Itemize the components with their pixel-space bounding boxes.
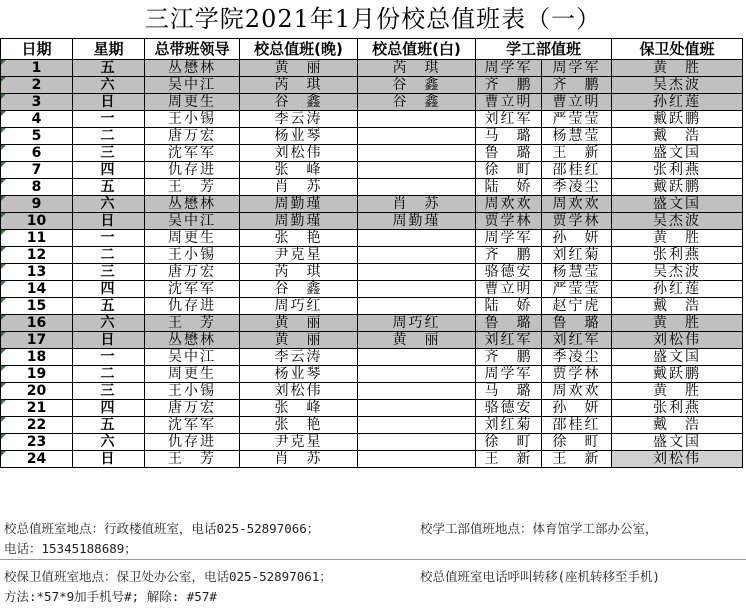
cell-student-affairs-2: 王 新 [542, 145, 612, 162]
cell-weekday: 六 [73, 77, 145, 94]
cell-student-affairs-2: 孙 妍 [542, 230, 612, 247]
cell-night-duty: 李云涛 [240, 111, 358, 128]
table-row [1, 196, 743, 213]
cell-date: 17 [1, 332, 73, 349]
table-header-row [1, 39, 743, 60]
cell-student-affairs-2: 王 新 [542, 451, 612, 468]
table-row [1, 298, 743, 315]
notes-divider [0, 559, 746, 560]
cell-student-affairs-2: 曹立明 [542, 94, 612, 111]
cell-date: 9 [1, 196, 73, 213]
cell-leader: 仇存进 [145, 434, 240, 451]
cell-day-duty: 谷 鑫 [358, 77, 476, 94]
cell-student-affairs-2: 季凌尘 [542, 349, 612, 366]
cell-student-affairs-2: 赵宁虎 [542, 298, 612, 315]
cell-night-duty: 张 艳 [240, 417, 358, 434]
cell-student-affairs-2: 严莹莹 [542, 281, 612, 298]
cell-date: 18 [1, 349, 73, 366]
cell-night-duty: 张 艳 [240, 230, 358, 247]
cell-weekday: 四 [73, 400, 145, 417]
table-row [1, 179, 743, 196]
table-row [1, 400, 743, 417]
cell-date: 4 [1, 111, 73, 128]
cell-student-affairs-2: 刘红菊 [542, 247, 612, 264]
cell-night-duty: 刘松伟 [240, 383, 358, 400]
cell-weekday: 二 [73, 128, 145, 145]
page-title: 三江学院2021年1月份校总值班表（一） [144, 5, 602, 33]
cell-leader: 仇存进 [145, 298, 240, 315]
cell-weekday: 日 [73, 332, 145, 349]
table-row [1, 366, 743, 383]
cell-leader: 仇存进 [145, 162, 240, 179]
cell-night-duty: 肖 苏 [240, 179, 358, 196]
table-row [1, 77, 743, 94]
cell-security: 盛文国 [612, 196, 743, 213]
cell-student-affairs-1: 马 璐 [476, 383, 542, 400]
cell-leader: 王小锡 [145, 383, 240, 400]
cell-security: 吴杰波 [612, 213, 743, 230]
cell-student-affairs-2: 鲁 璐 [542, 315, 612, 332]
cell-student-affairs-2: 孙 妍 [542, 400, 612, 417]
cell-security: 张利燕 [612, 162, 743, 179]
cell-leader: 丛懋林 [145, 60, 240, 77]
cell-day-duty: 谷 鑫 [358, 94, 476, 111]
cell-night-duty: 李云涛 [240, 349, 358, 366]
cell-leader: 沈军军 [145, 281, 240, 298]
cell-night-duty: 黄 丽 [240, 315, 358, 332]
cell-student-affairs-1: 刘红菊 [476, 417, 542, 434]
cell-student-affairs-2: 杨慧莹 [542, 128, 612, 145]
cell-security: 张利燕 [612, 247, 743, 264]
cell-weekday: 六 [73, 315, 145, 332]
cell-night-duty: 尹克星 [240, 434, 358, 451]
cell-day-duty [358, 162, 476, 179]
cell-date: 20 [1, 383, 73, 400]
cell-student-affairs-1: 王 新 [476, 451, 542, 468]
cell-leader: 王小锡 [145, 247, 240, 264]
header-student-affairs: 学工部值班 [476, 39, 612, 60]
cell-leader: 沈军军 [145, 145, 240, 162]
cell-leader: 吴中江 [145, 213, 240, 230]
table-row [1, 264, 743, 281]
header-day-duty: 校总值班(白) [358, 39, 476, 60]
cell-weekday: 三 [73, 264, 145, 281]
cell-leader: 唐万宏 [145, 128, 240, 145]
note-student-affairs-office: 校学工部值班地点：体育馆学工部办公室， [420, 521, 658, 536]
cell-student-affairs-1: 骆德安 [476, 264, 542, 281]
cell-weekday: 五 [73, 60, 145, 77]
cell-student-affairs-1: 徐 町 [476, 162, 542, 179]
cell-weekday: 一 [73, 349, 145, 366]
cell-night-duty: 杨业琴 [240, 128, 358, 145]
cell-day-duty [358, 434, 476, 451]
cell-day-duty: 周巧红 [358, 315, 476, 332]
table-row [1, 111, 743, 128]
cell-student-affairs-1: 陆 娇 [476, 298, 542, 315]
cell-day-duty [358, 298, 476, 315]
cell-security: 盛文国 [612, 349, 743, 366]
cell-student-affairs-1: 周学军 [476, 366, 542, 383]
cell-day-duty [358, 451, 476, 468]
table-row [1, 281, 743, 298]
cell-security: 戴跃鹏 [612, 111, 743, 128]
duty-table [0, 38, 743, 468]
note-forwarding-method: 方法:*57*9加手机号#; 解除: #57# [4, 589, 217, 604]
cell-student-affairs-1: 曹立明 [476, 94, 542, 111]
cell-security: 盛文国 [612, 145, 743, 162]
cell-night-duty: 肖 苏 [240, 451, 358, 468]
table-body [1, 60, 743, 468]
cell-day-duty: 肖 苏 [358, 196, 476, 213]
cell-security: 戴 浩 [612, 417, 743, 434]
cell-night-duty: 周巧红 [240, 298, 358, 315]
cell-weekday: 二 [73, 366, 145, 383]
cell-leader: 王 芳 [145, 451, 240, 468]
cell-security: 黄 胜 [612, 60, 743, 77]
cell-night-duty: 杨业琴 [240, 366, 358, 383]
cell-student-affairs-2: 周欢欢 [542, 196, 612, 213]
cell-security: 吴杰波 [612, 264, 743, 281]
cell-student-affairs-1: 周学军 [476, 230, 542, 247]
cell-student-affairs-1: 周欢欢 [476, 196, 542, 213]
cell-day-duty [358, 281, 476, 298]
cell-weekday: 六 [73, 196, 145, 213]
cell-day-duty [358, 417, 476, 434]
cell-leader: 吴中江 [145, 77, 240, 94]
cell-date: 8 [1, 179, 73, 196]
cell-date: 23 [1, 434, 73, 451]
cell-day-duty: 周勤瑾 [358, 213, 476, 230]
cell-date: 3 [1, 94, 73, 111]
cell-night-duty: 刘松伟 [240, 145, 358, 162]
cell-night-duty: 张 峰 [240, 162, 358, 179]
cell-student-affairs-2: 邵桂红 [542, 417, 612, 434]
cell-student-affairs-1: 徐 町 [476, 434, 542, 451]
table-row [1, 162, 743, 179]
cell-security: 戴跃鹏 [612, 179, 743, 196]
cell-weekday: 三 [73, 145, 145, 162]
note-security-office: 校保卫值班室地点：保卫处办公室，电话025-52897061； [4, 569, 332, 584]
cell-student-affairs-1: 齐 鹏 [476, 349, 542, 366]
cell-day-duty [358, 230, 476, 247]
cell-student-affairs-1: 鲁 璐 [476, 315, 542, 332]
cell-day-duty: 芮 琪 [358, 60, 476, 77]
cell-student-affairs-2: 刘红军 [542, 332, 612, 349]
cell-student-affairs-1: 鲁 璐 [476, 145, 542, 162]
cell-weekday: 五 [73, 417, 145, 434]
cell-date: 2 [1, 77, 73, 94]
cell-student-affairs-2: 周学军 [542, 60, 612, 77]
table-row [1, 434, 743, 451]
cell-night-duty: 黄 丽 [240, 332, 358, 349]
cell-student-affairs-1: 骆德安 [476, 400, 542, 417]
cell-leader: 周更生 [145, 230, 240, 247]
cell-date: 13 [1, 264, 73, 281]
cell-student-affairs-2: 齐 鹏 [542, 77, 612, 94]
cell-security: 黄 胜 [612, 383, 743, 400]
table-row [1, 417, 743, 434]
cell-date: 16 [1, 315, 73, 332]
cell-weekday: 一 [73, 230, 145, 247]
cell-leader: 周更生 [145, 366, 240, 383]
cell-day-duty [358, 264, 476, 281]
cell-night-duty: 张 峰 [240, 400, 358, 417]
table-row [1, 383, 743, 400]
cell-leader: 吴中江 [145, 349, 240, 366]
cell-security: 戴跃鹏 [612, 366, 743, 383]
header-leader: 总带班领导 [145, 39, 240, 60]
cell-night-duty: 芮 琪 [240, 77, 358, 94]
header-night-duty: 校总值班(晚) [240, 39, 358, 60]
cell-leader: 王小锡 [145, 111, 240, 128]
header-weekday: 星期 [73, 39, 145, 60]
cell-security: 刘松伟 [612, 451, 743, 468]
cell-date: 19 [1, 366, 73, 383]
cell-day-duty [358, 128, 476, 145]
note-duty-office: 校总值班室地点：行政楼值班室，电话025-52897066； [4, 521, 320, 536]
cell-security: 吴杰波 [612, 77, 743, 94]
cell-date: 12 [1, 247, 73, 264]
cell-date: 11 [1, 230, 73, 247]
cell-student-affairs-1: 马 璐 [476, 128, 542, 145]
cell-date: 14 [1, 281, 73, 298]
table-row [1, 247, 743, 264]
cell-leader: 王 芳 [145, 315, 240, 332]
cell-date: 5 [1, 128, 73, 145]
note-student-affairs-phone: 电话：15345188689； [4, 541, 137, 556]
cell-weekday: 五 [73, 298, 145, 315]
cell-weekday: 六 [73, 434, 145, 451]
cell-day-duty [358, 366, 476, 383]
table-row [1, 315, 743, 332]
cell-student-affairs-2: 徐 町 [542, 434, 612, 451]
cell-day-duty [358, 145, 476, 162]
cell-security: 孙红莲 [612, 281, 743, 298]
table-row [1, 230, 743, 247]
cell-night-duty: 谷 鑫 [240, 94, 358, 111]
cell-leader: 王 芳 [145, 179, 240, 196]
cell-weekday: 四 [73, 162, 145, 179]
cell-date: 10 [1, 213, 73, 230]
cell-security: 黄 胜 [612, 230, 743, 247]
cell-security: 孙红莲 [612, 94, 743, 111]
cell-weekday: 日 [73, 94, 145, 111]
cell-leader: 唐万宏 [145, 400, 240, 417]
cell-student-affairs-2: 杨慧莹 [542, 264, 612, 281]
cell-security: 戴 浩 [612, 128, 743, 145]
cell-day-duty [358, 349, 476, 366]
cell-night-duty: 尹克星 [240, 247, 358, 264]
cell-student-affairs-1: 贾学林 [476, 213, 542, 230]
cell-night-duty: 黄 丽 [240, 60, 358, 77]
cell-student-affairs-1: 齐 鹏 [476, 77, 542, 94]
cell-security: 盛文国 [612, 434, 743, 451]
cell-weekday: 三 [73, 383, 145, 400]
cell-student-affairs-1: 齐 鹏 [476, 247, 542, 264]
cell-day-duty [358, 111, 476, 128]
table-row [1, 451, 743, 468]
cell-date: 22 [1, 417, 73, 434]
table-row [1, 332, 743, 349]
cell-student-affairs-1: 刘红军 [476, 332, 542, 349]
cell-leader: 沈军军 [145, 417, 240, 434]
cell-weekday: 四 [73, 281, 145, 298]
cell-student-affairs-2: 贾学林 [542, 366, 612, 383]
cell-weekday: 日 [73, 213, 145, 230]
cell-student-affairs-1: 曹立明 [476, 281, 542, 298]
table-row [1, 213, 743, 230]
cell-student-affairs-2: 邵桂红 [542, 162, 612, 179]
cell-date: 7 [1, 162, 73, 179]
header-date: 日期 [1, 39, 73, 60]
cell-student-affairs-2: 贾学林 [542, 213, 612, 230]
cell-weekday: 一 [73, 111, 145, 128]
cell-security: 黄 胜 [612, 315, 743, 332]
cell-weekday: 二 [73, 247, 145, 264]
cell-date: 24 [1, 451, 73, 468]
cell-date: 1 [1, 60, 73, 77]
cell-night-duty: 谷 鑫 [240, 281, 358, 298]
cell-security: 张利燕 [612, 400, 743, 417]
cell-leader: 周更生 [145, 94, 240, 111]
cell-day-duty [358, 247, 476, 264]
header-security: 保卫处值班 [612, 39, 743, 60]
cell-day-duty [358, 179, 476, 196]
cell-date: 21 [1, 400, 73, 417]
cell-student-affairs-1: 刘红军 [476, 111, 542, 128]
table-row [1, 128, 743, 145]
cell-night-duty: 芮 琪 [240, 264, 358, 281]
cell-leader: 丛懋林 [145, 196, 240, 213]
cell-leader: 丛懋林 [145, 332, 240, 349]
cell-student-affairs-2: 周欢欢 [542, 383, 612, 400]
cell-night-duty: 周勤瑾 [240, 213, 358, 230]
table-row [1, 94, 743, 111]
cell-student-affairs-2: 严莹莹 [542, 111, 612, 128]
cell-day-duty: 黄 丽 [358, 332, 476, 349]
cell-student-affairs-1: 陆 娇 [476, 179, 542, 196]
table-row [1, 145, 743, 162]
table-row [1, 349, 743, 366]
cell-leader: 唐万宏 [145, 264, 240, 281]
cell-weekday: 日 [73, 451, 145, 468]
cell-day-duty [358, 400, 476, 417]
cell-student-affairs-1: 周学军 [476, 60, 542, 77]
cell-date: 6 [1, 145, 73, 162]
cell-date: 15 [1, 298, 73, 315]
note-call-forwarding: 校总值班室电话呼叫转移(座机转移至手机) [420, 569, 661, 584]
cell-day-duty [358, 383, 476, 400]
cell-night-duty: 周勤瑾 [240, 196, 358, 213]
table-row [1, 60, 743, 77]
cell-security: 刘松伟 [612, 332, 743, 349]
cell-security: 戴 浩 [612, 298, 743, 315]
cell-weekday: 五 [73, 179, 145, 196]
cell-student-affairs-2: 季凌尘 [542, 179, 612, 196]
